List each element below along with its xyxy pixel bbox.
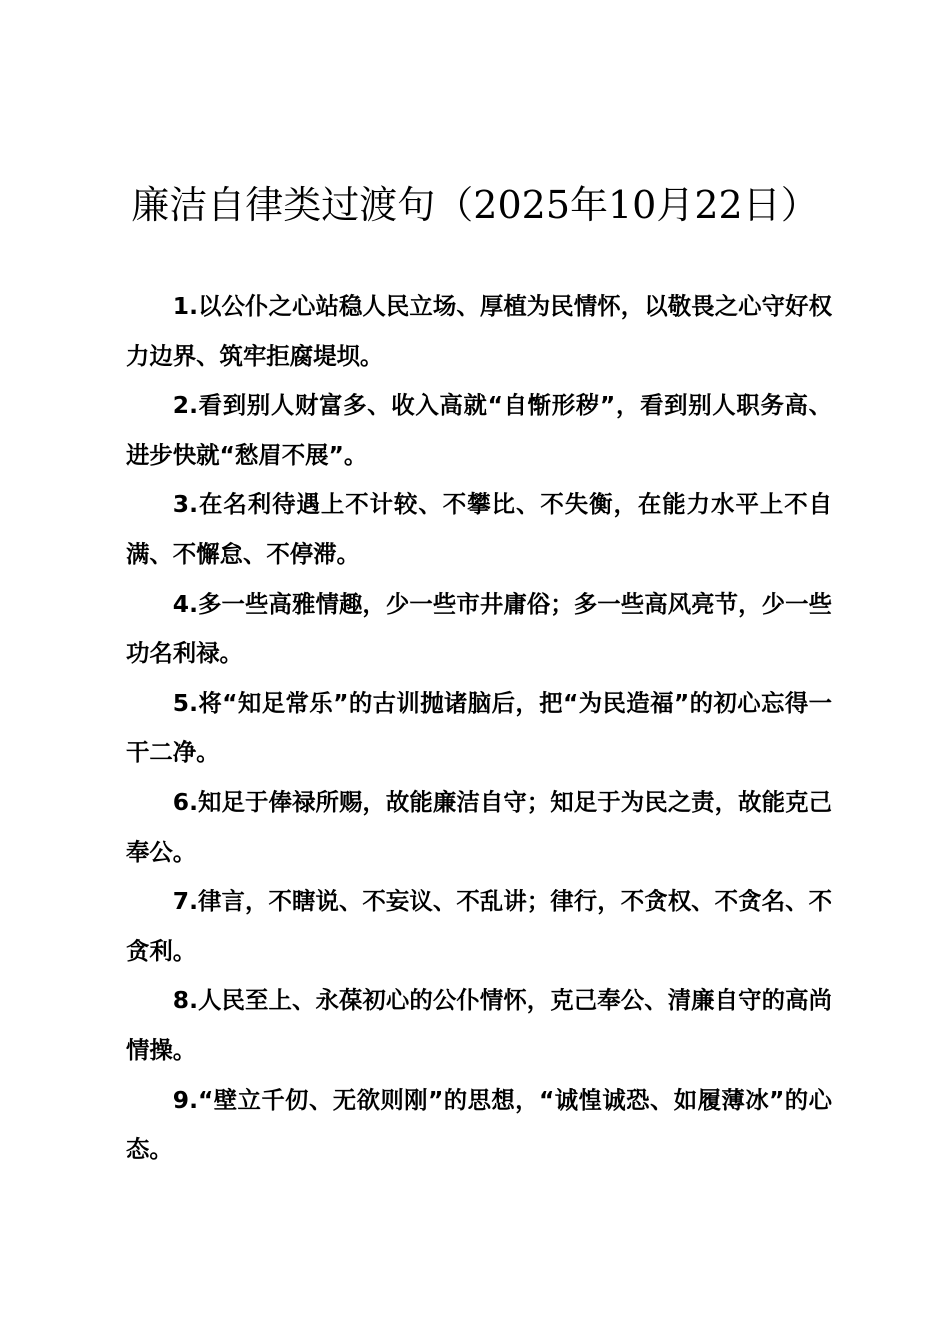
paragraph-5: 5.将“知足常乐”的古训抛诸脑后，把“为民造福”的初心忘得一干二净。 <box>126 688 832 767</box>
document-title: 廉洁自律类过渡句（2025年10月22日） <box>131 183 819 227</box>
document-body <box>126 282 832 1175</box>
paragraph-1: 1.以公仆之心站稳人民立场、厚植为民情怀，以敬畏之心守好权力边界、筑牢拒腐堤坝。 <box>126 292 832 370</box>
paragraph-7: 7.律言，不瞎说、不妄议、不乱讲；律行，不贪权、不贪名、不贪利。 <box>126 887 832 965</box>
paragraph-6: 6.知足于俸禄所赐，故能廉洁自守；知足于为民之责，故能克己奉公。 <box>126 787 832 866</box>
paragraph-4: 4.多一些高雅情趣，少一些市井庸俗；多一些高风亮节，少一些功名利禄。 <box>126 589 832 668</box>
paragraph-3: 3.在名利待遇上不计较、不攀比、不失衡，在能力水平上不自满、不懈怠、不停滞。 <box>126 490 832 568</box>
paragraph-2: 2.看到别人财富多、收入高就“自惭形秽”，看到别人职务高、进步快就“愁眉不展”。 <box>126 391 832 469</box>
paragraph-8: 8.人民至上、永葆初心的公仆情怀，克己奉公、清廉自守的高尚情操。 <box>126 986 832 1064</box>
paragraph-9: 9.“壁立千仞、无欲则刚”的思想，“诚惶诚恐、如履薄冰”的心态。 <box>126 1085 832 1164</box>
